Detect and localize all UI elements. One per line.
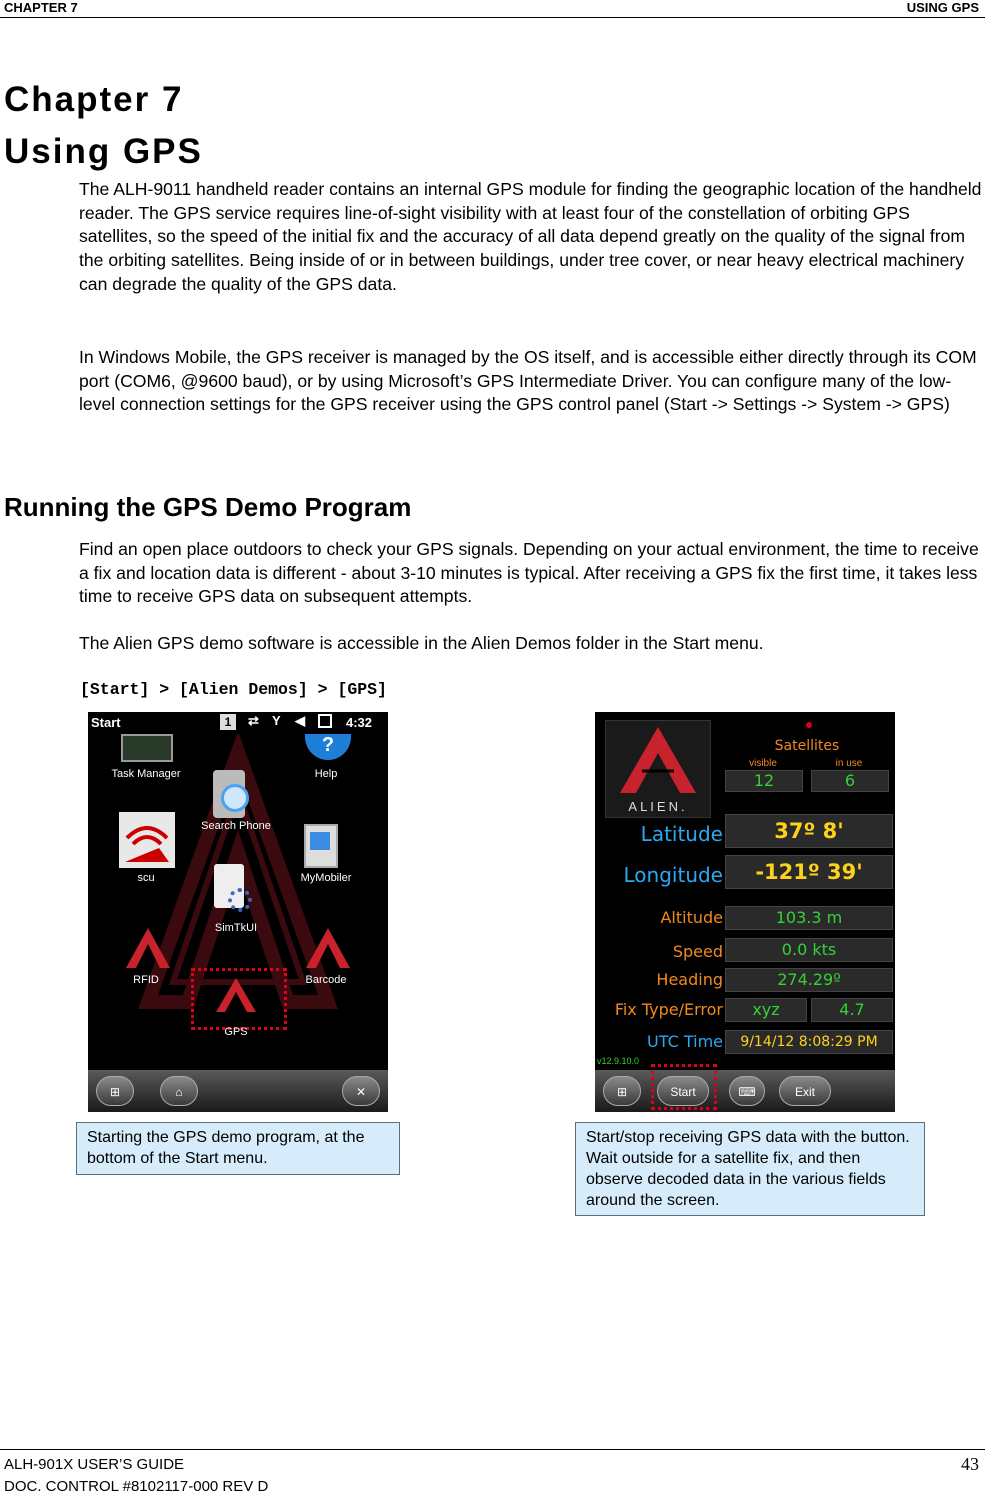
- heading-field: 274.29º: [725, 968, 893, 992]
- windows-mobile-paragraph: In Windows Mobile, the GPS receiver is managed by the OS itself, and is accessible either directly through its COM port (COM6, @9600 baud), or by using Microsoft’s GPS Intermediate Driver. You can configure many of the low-level connection settings for the GPS receiver using the GPS control panel (Start -> Settings -> System -> GPS): [79, 347, 977, 415]
- mymobiler-icon[interactable]: [304, 824, 338, 868]
- page-number: 43: [961, 1454, 979, 1474]
- task-manager-icon[interactable]: [121, 734, 173, 762]
- start-menu-paragraph: The Alien GPS demo software is accessible in the Alien Demos folder in the Start menu.: [79, 633, 764, 653]
- outdoor-paragraph: Find an open place outdoors to check your GPS signals. Depending on your actual environment, the time to receive a fix and location data is different - about 3-10 minutes is typical. After receiving a GPS fix the first time, it takes less time to receive GPS data on subsequent attempts.: [79, 539, 979, 607]
- callout-gps-app: Start/stop receiving GPS data with the button. Wait outside for a satellite fix, and then observe decoded data in the various fields around the screen.: [575, 1122, 925, 1216]
- gps-app-screenshot: [595, 712, 895, 1112]
- fix-error-field: 4.7: [811, 998, 893, 1022]
- windows-start-button[interactable]: ⊞: [96, 1076, 134, 1106]
- icon-label-gps[interactable]: GPS: [224, 1026, 248, 1038]
- icon-label-mymobiler[interactable]: MyMobiler: [300, 872, 352, 884]
- latitude-field: 37º 8': [725, 814, 893, 848]
- in-use-label: in use: [835, 758, 863, 769]
- running-header-title: USING GPS: [906, 0, 979, 15]
- running-header-chapter: CHAPTER 7: [4, 0, 78, 15]
- fix-type-field: xyz: [725, 998, 807, 1022]
- visible-label: visible: [749, 758, 777, 769]
- utc-time-label: UTC Time: [647, 1032, 723, 1051]
- version-label: v12.9.10.0: [597, 1056, 640, 1066]
- heading-label: Heading: [656, 970, 723, 989]
- help-icon[interactable]: ?: [305, 734, 351, 760]
- longitude-label: Longitude: [623, 863, 723, 887]
- connectivity-icon[interactable]: ⇄: [248, 713, 259, 728]
- icon-label-help[interactable]: Help: [314, 768, 338, 780]
- footer-guide: ALH-901X USER’S GUIDE: [4, 1456, 185, 1473]
- speed-label: Speed: [672, 942, 723, 961]
- footer-rule: [0, 1449, 985, 1450]
- footer-left: [4, 1454, 268, 1498]
- start-menu-screenshot: [88, 712, 388, 1112]
- altitude-field: 103.3 m: [725, 906, 893, 930]
- callout-start-menu: Starting the GPS demo program, at the bottom of the Start menu.: [76, 1122, 400, 1175]
- icon-label-search-phone[interactable]: Search Phone: [201, 820, 271, 832]
- utc-time-field: 9/14/12 8:08:29 PM: [725, 1030, 893, 1054]
- gps-taskbar: [595, 1070, 895, 1112]
- icon-label-barcode[interactable]: Barcode: [305, 974, 347, 986]
- satellites-visible-field: 12: [725, 770, 803, 792]
- latitude-label: Latitude: [640, 822, 723, 846]
- speaker-muted-icon[interactable]: ◀: [295, 713, 305, 728]
- windows-start-button[interactable]: ⊞: [603, 1076, 641, 1106]
- altitude-label: Altitude: [660, 908, 723, 927]
- start-taskbar: [88, 1070, 388, 1112]
- battery-icon[interactable]: [318, 714, 332, 728]
- alien-logo: ALIEN.: [605, 720, 711, 818]
- gps-start-button[interactable]: Start: [657, 1076, 709, 1106]
- menu-path: [Start] > [Alien Demos] > [GPS]: [80, 680, 387, 699]
- chapter-title: Using GPS: [4, 132, 203, 171]
- header-rule: [0, 17, 985, 18]
- intro-paragraph: The ALH-9011 handheld reader contains an internal GPS module for finding the geographic location of the handheld reader. The GPS service requires line-of-sight visibility with at least four of the constellation of orbiting GPS satellites, so the speed of the initial fix and the accuracy of all data depend greatly on the quality of the signal from the orbiting satellites. Being inside of or in between buildings, under tree cover, or near heavy electrical machinery can degrade the quality of the GPS data.: [79, 179, 982, 294]
- satellites-title: Satellites: [774, 738, 840, 754]
- icon-label-rfid[interactable]: RFID: [133, 974, 159, 986]
- footer-doc-control: DOC. CONTROL #8102117-000 REV D: [4, 1478, 269, 1495]
- start-title[interactable]: Start: [91, 715, 121, 730]
- speed-field: 0.0 kts: [725, 938, 893, 962]
- exit-button[interactable]: Exit: [779, 1076, 831, 1106]
- status-bar: [88, 712, 388, 734]
- status-indicator: [806, 722, 812, 728]
- simtkui-icon[interactable]: [214, 864, 244, 908]
- rfid-icon[interactable]: [126, 928, 170, 968]
- signal-off-icon[interactable]: Y: [272, 713, 281, 728]
- close-button[interactable]: ✕: [342, 1076, 380, 1106]
- chapter-number: Chapter 7: [4, 80, 184, 119]
- notification-badge[interactable]: 1: [220, 714, 236, 730]
- fix-type-error-label: Fix Type/Error: [614, 1000, 723, 1019]
- gps-icon[interactable]: [216, 978, 256, 1012]
- lock-button[interactable]: ⌂: [160, 1076, 198, 1106]
- longitude-field: -121º 39': [725, 855, 893, 889]
- icon-label-task-manager[interactable]: Task Manager: [111, 768, 181, 780]
- search-phone-icon[interactable]: [213, 770, 245, 818]
- keyboard-icon[interactable]: ⌨: [729, 1076, 765, 1106]
- scu-icon[interactable]: [119, 812, 175, 868]
- icon-label-scu[interactable]: scu: [137, 872, 155, 884]
- icon-label-simtkui[interactable]: SimTkUI: [214, 922, 258, 934]
- satellites-in-use-field: 6: [811, 770, 889, 792]
- barcode-icon[interactable]: [306, 928, 350, 968]
- clock[interactable]: 4:32: [346, 715, 373, 730]
- section-heading: Running the GPS Demo Program: [4, 492, 412, 522]
